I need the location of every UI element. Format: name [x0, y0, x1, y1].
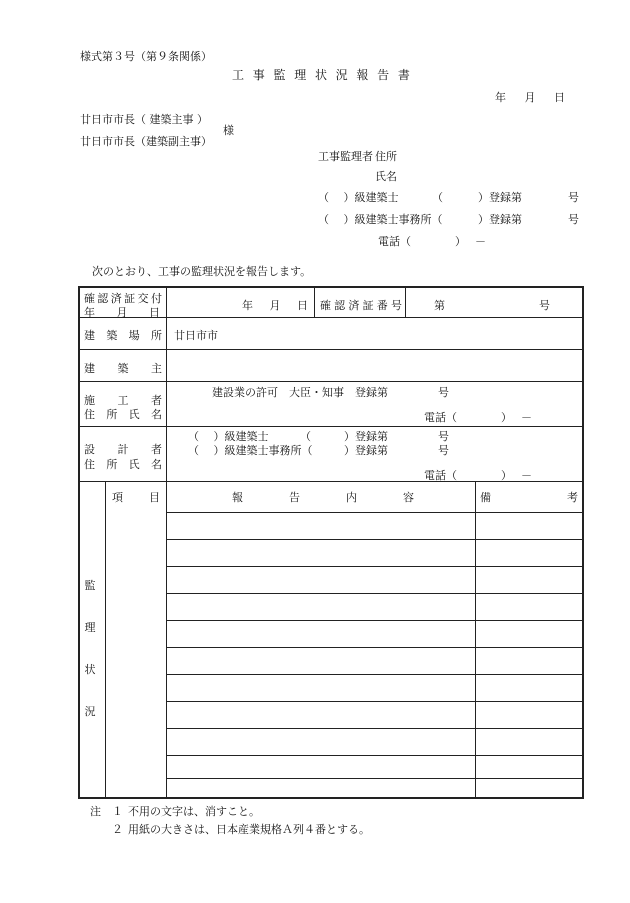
table-rule: [166, 620, 582, 621]
report-char: 内: [346, 491, 357, 504]
addressee-building-official: 廿日市市長（ 建築主事 ）: [80, 113, 208, 126]
col-report-header: [232, 489, 414, 505]
contractor-char: 施: [84, 394, 95, 407]
report-char: 容: [403, 491, 414, 504]
form-number: 様式第３号（第９条関係）: [80, 50, 212, 63]
cert-no-char: 認: [334, 299, 346, 312]
table-rule: [166, 674, 582, 675]
table-rule: [166, 728, 582, 729]
report-date: [495, 89, 565, 105]
cert-issue-char: 証: [124, 292, 136, 305]
supervision-status-label: [84, 565, 96, 733]
title-char: 工: [232, 68, 245, 82]
supervisor-architect-no: 号: [568, 191, 579, 204]
table-rule: [78, 426, 582, 427]
contractor-addr-char: 氏: [128, 408, 140, 421]
supervisor-name-label: 氏名: [375, 170, 397, 183]
designer-architect-paren: （: [300, 430, 311, 443]
cert-no-char: 号: [390, 299, 402, 312]
cert-issue-char: 交: [137, 292, 149, 305]
site-char: 場: [128, 329, 140, 342]
supervision-char: 況: [84, 705, 96, 718]
report-char: 報: [232, 491, 243, 504]
title-char: 況: [335, 68, 348, 82]
note-2-text: 用紙の大きさは、日本産業規格Ａ列４番とする。: [128, 823, 370, 836]
contractor-license-no: 号: [438, 386, 449, 399]
supervision-char: 状: [84, 663, 96, 676]
designer-architect-reg: ）登録第: [344, 430, 388, 443]
cert-date-char: 月: [269, 299, 281, 312]
contractor-addr-char: 名: [150, 408, 162, 421]
cert-issue-date-char: 年: [84, 306, 95, 319]
addressee-deputy-official: 廿日市市長（建築副主事）: [80, 135, 212, 148]
table-rule: [78, 286, 80, 799]
owner-char: 主: [151, 362, 162, 375]
cert-issue-char: 付: [150, 292, 162, 305]
supervisor-architect-reg: ）登録第: [478, 191, 522, 204]
date-char: 月: [524, 91, 536, 104]
item-char: 項: [112, 491, 123, 504]
contractor-addr-char: 所: [106, 408, 118, 421]
cert-no-char: 確: [320, 299, 331, 312]
supervisor-address-label: 住所: [375, 150, 397, 163]
owner-label: [84, 360, 162, 376]
date-char: 日: [554, 91, 565, 104]
title-char: 告: [377, 68, 390, 82]
supervisor-architect-paren: （: [432, 191, 443, 204]
table-rule: [78, 349, 582, 350]
designer-architect-class: （ ）級建築士: [188, 430, 269, 443]
contractor-char: 者: [151, 394, 162, 407]
cert-no-char: 証: [362, 299, 374, 312]
designer-architect-no: 号: [438, 430, 449, 443]
table-rule: [78, 797, 584, 799]
note-1-num: １: [112, 805, 123, 818]
supervisor-phone: 電話（ ） －: [378, 235, 486, 248]
cert-issue-date-char: 月: [116, 306, 128, 319]
table-rule: [166, 701, 582, 702]
title-char: 書: [397, 68, 410, 82]
table-rule: [314, 286, 315, 317]
site-label: [84, 327, 162, 343]
addressee-sama: 様: [223, 124, 234, 137]
designer-addr-char: 名: [150, 458, 162, 471]
designer-char: 者: [151, 443, 162, 456]
col-item-header: [112, 489, 160, 505]
col-notes-header: [480, 489, 578, 505]
title-char: 監: [273, 68, 286, 82]
table-rule: [78, 381, 582, 382]
intro-text: 次のとおり、工事の監理状況を報告します。: [92, 265, 312, 278]
title-char: 状: [314, 68, 327, 82]
cert-no-char: 済: [348, 299, 360, 312]
table-rule: [166, 539, 582, 540]
document-title: [232, 66, 410, 83]
designer-office-reg: ）登録第: [344, 444, 388, 457]
table-rule: [166, 647, 582, 648]
title-char: 事: [252, 68, 265, 82]
cert-number-label: [320, 297, 402, 313]
cert-issue-date-char: 日: [149, 306, 160, 319]
supervisor-label: 工事監理者: [318, 150, 373, 163]
designer-char: 計: [117, 443, 129, 456]
designer-office-class: （ ）級建築士事務所（: [188, 444, 313, 457]
designer-addr-char: 所: [106, 458, 118, 471]
supervisor-office-no: 号: [568, 213, 579, 226]
supervision-char: 理: [84, 621, 96, 634]
supervision-char: 監: [84, 579, 96, 592]
site-value: 廿日市市: [174, 329, 218, 342]
cert-issue-date-value: [242, 297, 308, 313]
cert-date-char: 日: [297, 299, 308, 312]
cert-issue-char: 確: [84, 292, 95, 305]
title-char: 報: [356, 68, 369, 82]
site-char: 築: [106, 329, 118, 342]
contractor-address-label: [84, 406, 162, 422]
designer-phone: 電話（ ） －: [424, 469, 532, 482]
supervisor-office-class: （ ）級建築士事務所（: [318, 213, 443, 226]
title-char: 理: [294, 68, 307, 82]
table-rule: [582, 286, 584, 799]
contractor-phone: 電話（ ） －: [424, 411, 532, 424]
notes-char: 考: [567, 491, 578, 504]
designer-addr-char: 氏: [128, 458, 140, 471]
site-char: 所: [150, 329, 162, 342]
contractor-license: 建設業の許可 大臣・知事 登録第: [212, 386, 388, 399]
supervisor-office-reg: ）登録第: [478, 213, 522, 226]
table-rule: [166, 512, 582, 513]
cert-number-dai: 第: [434, 299, 445, 312]
site-char: 建: [84, 329, 95, 342]
designer-label: [84, 441, 162, 457]
contractor-addr-char: 住: [84, 408, 95, 421]
cert-no-char: 番: [376, 299, 388, 312]
supervisor-architect-class: （ ）級建築士: [318, 191, 399, 204]
table-rule: [105, 481, 106, 797]
table-rule: [166, 593, 582, 594]
designer-char: 設: [84, 443, 95, 456]
table-rule: [166, 755, 582, 756]
table-rule: [166, 778, 582, 779]
contractor-char: 工: [117, 394, 129, 407]
notes-prefix: 注: [90, 805, 101, 818]
owner-char: 建: [84, 362, 95, 375]
table-rule: [475, 481, 476, 797]
table-rule: [166, 566, 582, 567]
designer-addr-char: 住: [84, 458, 95, 471]
date-char: 年: [495, 91, 506, 104]
designer-office-no: 号: [438, 444, 449, 457]
note-1-text: 不用の文字は、消すこと。: [128, 805, 260, 818]
item-char: 目: [149, 491, 160, 504]
notes-char: 備: [480, 491, 491, 504]
owner-char: 築: [117, 362, 129, 375]
table-rule: [405, 286, 406, 317]
cert-date-char: 年: [242, 299, 253, 312]
table-rule: [78, 286, 584, 288]
table-rule: [166, 481, 167, 797]
cert-issue-char: 済: [110, 292, 122, 305]
report-char: 告: [289, 491, 300, 504]
cert-issue-date-label: [84, 304, 160, 320]
designer-address-label: [84, 456, 162, 472]
cert-number-go: 号: [539, 299, 550, 312]
table-rule: [166, 286, 167, 481]
cert-issue-char: 認: [97, 292, 109, 305]
note-2-num: ２: [112, 823, 123, 836]
